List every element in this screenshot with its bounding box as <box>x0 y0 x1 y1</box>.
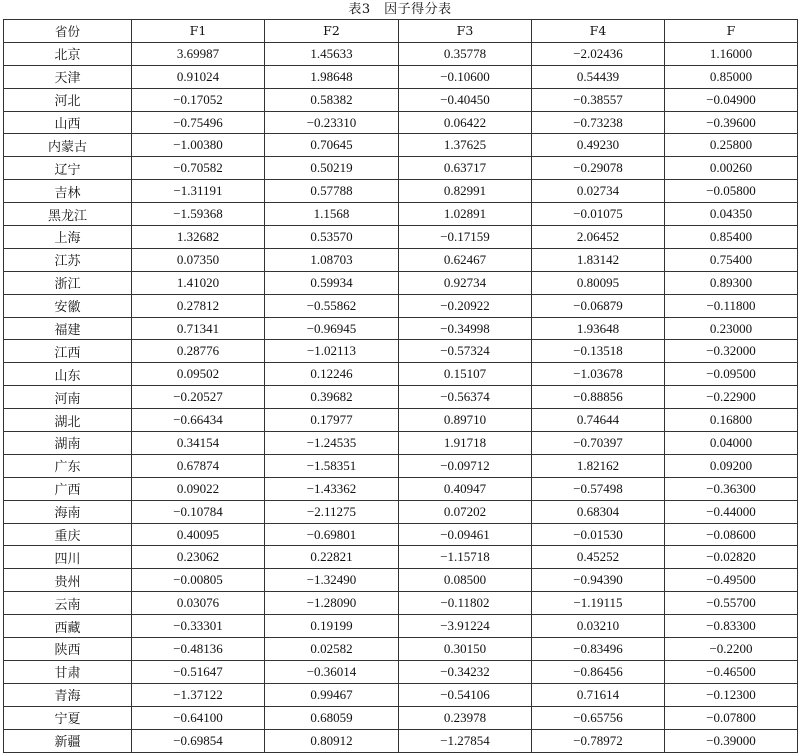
f4-cell: −0.06879 <box>532 294 665 317</box>
f4-cell: 1.93648 <box>532 317 665 340</box>
f1-cell: −0.64100 <box>132 706 265 729</box>
f4-cell: −0.86456 <box>532 660 665 683</box>
column-header-f: F <box>665 20 798 43</box>
f4-cell: −0.73238 <box>532 111 665 134</box>
table-row <box>4 592 798 615</box>
province-cell: 陕西 <box>4 638 132 661</box>
f2-cell: 1.98648 <box>265 65 399 88</box>
f-cell: −0.11800 <box>665 294 798 317</box>
province-cell: 云南 <box>4 592 132 615</box>
province-cell: 江苏 <box>4 248 132 271</box>
province-cell: 山西 <box>4 111 132 134</box>
f4-cell: 0.45252 <box>532 546 665 569</box>
f4-cell: −0.83496 <box>532 638 665 661</box>
f3-cell: −0.10600 <box>399 65 532 88</box>
table-row <box>4 660 798 683</box>
f4-cell: −1.03678 <box>532 363 665 386</box>
f4-cell: 1.83142 <box>532 248 665 271</box>
province-cell: 甘肃 <box>4 660 132 683</box>
f4-cell: −0.38557 <box>532 88 665 111</box>
province-cell: 西藏 <box>4 615 132 638</box>
f-cell: 0.85000 <box>665 65 798 88</box>
f2-cell: −1.28090 <box>265 592 399 615</box>
f-cell: −0.36300 <box>665 477 798 500</box>
table-row <box>4 294 798 317</box>
f2-cell: 1.08703 <box>265 248 399 271</box>
f3-cell: −0.57324 <box>399 340 532 363</box>
province-cell: 福建 <box>4 317 132 340</box>
table-row <box>4 546 798 569</box>
f3-cell: 0.08500 <box>399 569 532 592</box>
f3-cell: 1.91718 <box>399 432 532 455</box>
f3-cell: 0.30150 <box>399 638 532 661</box>
f4-cell: 2.06452 <box>532 226 665 249</box>
f1-cell: 0.67874 <box>132 454 265 477</box>
f4-cell: −0.70397 <box>532 432 665 455</box>
province-cell: 宁夏 <box>4 706 132 729</box>
f1-cell: 0.27812 <box>132 294 265 317</box>
f-cell: 0.75400 <box>665 248 798 271</box>
table-row <box>4 226 798 249</box>
f-cell: −0.12300 <box>665 683 798 706</box>
f1-cell: 0.91024 <box>132 65 265 88</box>
table-row <box>4 523 798 546</box>
f1-cell: −0.33301 <box>132 615 265 638</box>
f2-cell: −1.24535 <box>265 432 399 455</box>
table-body <box>4 42 798 752</box>
f-cell: 0.09200 <box>665 454 798 477</box>
province-cell: 广西 <box>4 477 132 500</box>
f4-cell: −0.78972 <box>532 729 665 752</box>
f3-cell: −0.09712 <box>399 454 532 477</box>
f2-cell: 1.45633 <box>265 42 399 65</box>
column-header-f2: F2 <box>265 20 399 43</box>
f3-cell: −0.09461 <box>399 523 532 546</box>
table-row <box>4 409 798 432</box>
f-cell: 0.04000 <box>665 432 798 455</box>
f3-cell: 0.40947 <box>399 477 532 500</box>
table-row <box>4 157 798 180</box>
f2-cell: 0.99467 <box>265 683 399 706</box>
province-cell: 内蒙古 <box>4 134 132 157</box>
f1-cell: 1.32682 <box>132 226 265 249</box>
f2-cell: −0.55862 <box>265 294 399 317</box>
province-cell: 新疆 <box>4 729 132 752</box>
f2-cell: 0.58382 <box>265 88 399 111</box>
province-cell: 贵州 <box>4 569 132 592</box>
f-cell: −0.04900 <box>665 88 798 111</box>
column-header-f3: F3 <box>399 20 532 43</box>
f2-cell: 0.02582 <box>265 638 399 661</box>
f4-cell: 0.54439 <box>532 65 665 88</box>
f1-cell: 0.09502 <box>132 363 265 386</box>
f4-cell: −0.13518 <box>532 340 665 363</box>
f4-cell: 0.03210 <box>532 615 665 638</box>
table-row <box>4 729 798 752</box>
province-cell: 河南 <box>4 386 132 409</box>
f1-cell: 0.40095 <box>132 523 265 546</box>
f-cell: −0.39000 <box>665 729 798 752</box>
f2-cell: 1.1568 <box>265 203 399 226</box>
f-cell: 0.00260 <box>665 157 798 180</box>
f1-cell: −0.20527 <box>132 386 265 409</box>
province-cell: 广东 <box>4 454 132 477</box>
f4-cell: −0.29078 <box>532 157 665 180</box>
province-cell: 辽宁 <box>4 157 132 180</box>
f-cell: 0.89300 <box>665 271 798 294</box>
table-caption: 表3 因子得分表 <box>348 2 452 17</box>
f2-cell: 0.12246 <box>265 363 399 386</box>
table-row <box>4 42 798 65</box>
f2-cell: 0.53570 <box>265 226 399 249</box>
f2-cell: −1.43362 <box>265 477 399 500</box>
table-row <box>4 111 798 134</box>
province-cell: 重庆 <box>4 523 132 546</box>
f2-cell: −0.36014 <box>265 660 399 683</box>
f3-cell: 1.37625 <box>399 134 532 157</box>
province-cell: 北京 <box>4 42 132 65</box>
f-cell: 1.16000 <box>665 42 798 65</box>
f2-cell: −1.02113 <box>265 340 399 363</box>
f3-cell: 0.06422 <box>399 111 532 134</box>
f-cell: −0.2200 <box>665 638 798 661</box>
province-cell: 吉林 <box>4 180 132 203</box>
table-row <box>4 88 798 111</box>
f-cell: −0.49500 <box>665 569 798 592</box>
f4-cell: 0.68304 <box>532 500 665 523</box>
f-cell: −0.55700 <box>665 592 798 615</box>
f4-cell: −0.65756 <box>532 706 665 729</box>
f1-cell: −0.69854 <box>132 729 265 752</box>
f4-cell: −1.19115 <box>532 592 665 615</box>
f2-cell: 0.39682 <box>265 386 399 409</box>
f1-cell: −0.70582 <box>132 157 265 180</box>
table-row <box>4 248 798 271</box>
factor-score-table <box>3 19 798 753</box>
province-cell: 浙江 <box>4 271 132 294</box>
province-cell: 四川 <box>4 546 132 569</box>
table-row <box>4 363 798 386</box>
f2-cell: −1.58351 <box>265 454 399 477</box>
f-cell: 0.85400 <box>665 226 798 249</box>
f1-cell: 1.41020 <box>132 271 265 294</box>
f-cell: −0.22900 <box>665 386 798 409</box>
table-row <box>4 638 798 661</box>
f1-cell: −0.10784 <box>132 500 265 523</box>
f4-cell: 0.71614 <box>532 683 665 706</box>
f-cell: −0.39600 <box>665 111 798 134</box>
f2-cell: −0.23310 <box>265 111 399 134</box>
province-cell: 青海 <box>4 683 132 706</box>
f-cell: −0.02820 <box>665 546 798 569</box>
f3-cell: −0.11802 <box>399 592 532 615</box>
f2-cell: 0.19199 <box>265 615 399 638</box>
f-cell: 0.25800 <box>665 134 798 157</box>
table-row <box>4 477 798 500</box>
table-row <box>4 203 798 226</box>
f1-cell: −0.75496 <box>132 111 265 134</box>
f3-cell: −1.27854 <box>399 729 532 752</box>
f-cell: 0.16800 <box>665 409 798 432</box>
f3-cell: 0.89710 <box>399 409 532 432</box>
f-cell: −0.07800 <box>665 706 798 729</box>
f-cell: −0.46500 <box>665 660 798 683</box>
f2-cell: −0.96945 <box>265 317 399 340</box>
table-row <box>4 180 798 203</box>
f3-cell: −1.15718 <box>399 546 532 569</box>
table-row <box>4 271 798 294</box>
f4-cell: −0.94390 <box>532 569 665 592</box>
f-cell: 0.04350 <box>665 203 798 226</box>
f1-cell: −1.00380 <box>132 134 265 157</box>
f3-cell: 0.63717 <box>399 157 532 180</box>
f3-cell: 0.92734 <box>399 271 532 294</box>
f4-cell: −0.57498 <box>532 477 665 500</box>
f2-cell: 0.68059 <box>265 706 399 729</box>
f-cell: 0.23000 <box>665 317 798 340</box>
f1-cell: −0.00805 <box>132 569 265 592</box>
f3-cell: −0.34998 <box>399 317 532 340</box>
f-cell: −0.05800 <box>665 180 798 203</box>
f2-cell: 0.59934 <box>265 271 399 294</box>
f-cell: −0.83300 <box>665 615 798 638</box>
province-cell: 安徽 <box>4 294 132 317</box>
f1-cell: 0.28776 <box>132 340 265 363</box>
table-row <box>4 65 798 88</box>
column-header-province: 省份 <box>4 20 132 43</box>
f3-cell: 0.23978 <box>399 706 532 729</box>
f-cell: −0.32000 <box>665 340 798 363</box>
f1-cell: 3.69987 <box>132 42 265 65</box>
f3-cell: −0.54106 <box>399 683 532 706</box>
f3-cell: 0.82991 <box>399 180 532 203</box>
column-header-f1: F1 <box>132 20 265 43</box>
f1-cell: −1.59368 <box>132 203 265 226</box>
table-row <box>4 134 798 157</box>
f2-cell: 0.80912 <box>265 729 399 752</box>
f3-cell: −3.91224 <box>399 615 532 638</box>
f4-cell: −0.01530 <box>532 523 665 546</box>
f2-cell: 0.50219 <box>265 157 399 180</box>
province-cell: 山东 <box>4 363 132 386</box>
f1-cell: 0.07350 <box>132 248 265 271</box>
f1-cell: 0.09022 <box>132 477 265 500</box>
f2-cell: −1.32490 <box>265 569 399 592</box>
f3-cell: −0.34232 <box>399 660 532 683</box>
f3-cell: −0.56374 <box>399 386 532 409</box>
f1-cell: 0.71341 <box>132 317 265 340</box>
table-row <box>4 683 798 706</box>
province-cell: 黑龙江 <box>4 203 132 226</box>
f4-cell: 0.02734 <box>532 180 665 203</box>
table-row <box>4 454 798 477</box>
f4-cell: 1.82162 <box>532 454 665 477</box>
table-row <box>4 615 798 638</box>
f-cell: −0.09500 <box>665 363 798 386</box>
f1-cell: 0.03076 <box>132 592 265 615</box>
column-header-f4: F4 <box>532 20 665 43</box>
f1-cell: −1.31191 <box>132 180 265 203</box>
f4-cell: −0.88856 <box>532 386 665 409</box>
f2-cell: 0.57788 <box>265 180 399 203</box>
f2-cell: −2.11275 <box>265 500 399 523</box>
f3-cell: −0.20922 <box>399 294 532 317</box>
f3-cell: −0.17159 <box>399 226 532 249</box>
f4-cell: 0.74644 <box>532 409 665 432</box>
f-cell: −0.08600 <box>665 523 798 546</box>
f1-cell: −0.51647 <box>132 660 265 683</box>
f1-cell: −1.37122 <box>132 683 265 706</box>
f4-cell: −2.02436 <box>532 42 665 65</box>
table-row <box>4 500 798 523</box>
f4-cell: −0.01075 <box>532 203 665 226</box>
province-cell: 江西 <box>4 340 132 363</box>
f2-cell: −0.69801 <box>265 523 399 546</box>
f2-cell: 0.22821 <box>265 546 399 569</box>
f3-cell: 0.62467 <box>399 248 532 271</box>
f1-cell: −0.17052 <box>132 88 265 111</box>
f4-cell: 0.80095 <box>532 271 665 294</box>
province-cell: 天津 <box>4 65 132 88</box>
f1-cell: 0.23062 <box>132 546 265 569</box>
table-row <box>4 432 798 455</box>
f-cell: −0.44000 <box>665 500 798 523</box>
f3-cell: 0.15107 <box>399 363 532 386</box>
table-row <box>4 386 798 409</box>
table-row <box>4 706 798 729</box>
table-row <box>4 340 798 363</box>
f3-cell: 0.35778 <box>399 42 532 65</box>
f4-cell: 0.49230 <box>532 134 665 157</box>
f3-cell: 1.02891 <box>399 203 532 226</box>
table-row <box>4 569 798 592</box>
province-cell: 海南 <box>4 500 132 523</box>
province-cell: 上海 <box>4 226 132 249</box>
province-cell: 河北 <box>4 88 132 111</box>
table-header-row <box>4 20 798 43</box>
f1-cell: −0.66434 <box>132 409 265 432</box>
f1-cell: −0.48136 <box>132 638 265 661</box>
f2-cell: 0.17977 <box>265 409 399 432</box>
province-cell: 湖北 <box>4 409 132 432</box>
table-row <box>4 317 798 340</box>
province-cell: 湖南 <box>4 432 132 455</box>
f2-cell: 0.70645 <box>265 134 399 157</box>
f3-cell: 0.07202 <box>399 500 532 523</box>
f1-cell: 0.34154 <box>132 432 265 455</box>
f3-cell: −0.40450 <box>399 88 532 111</box>
